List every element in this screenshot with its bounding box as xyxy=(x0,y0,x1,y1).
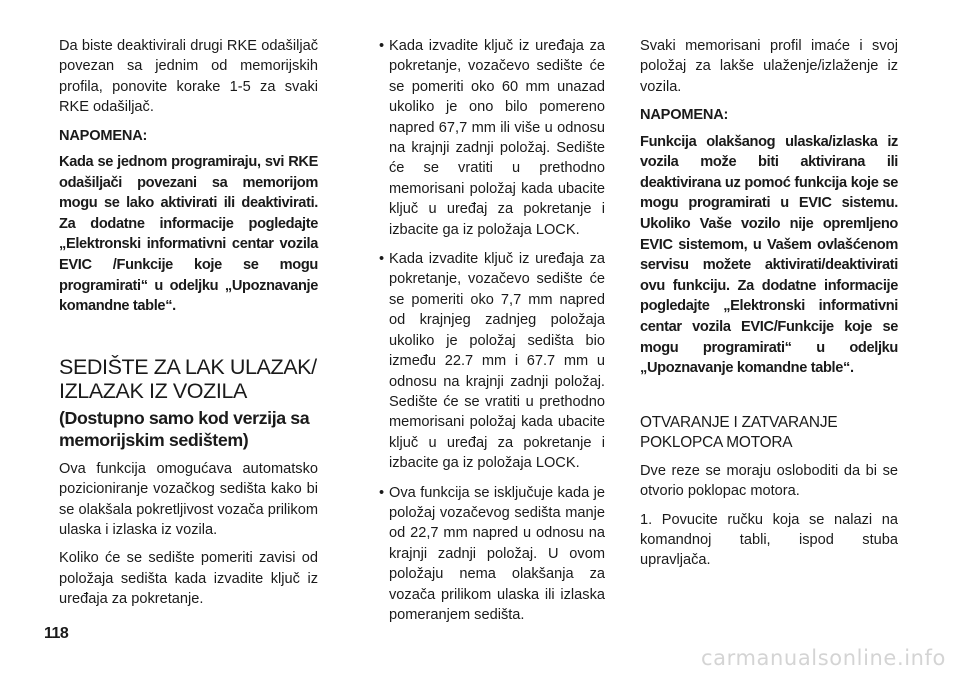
list-item-text: Ova funkcija se isključuje kada je položaj vozačevog sedišta manje od 22,7 mm napred u odnosu na krajnji zadnji položaj. U ovom položaju nema olakšanja za vozača prilikom ulaska ili izlaska pomeranjem sedišta. xyxy=(389,484,605,623)
intro-paragraph: Da biste deaktivirali drugi RKE odašiljač povezan sa jednim od memorijskih profila, ponovite korake 1-5 za svaki RKE odašiljač. xyxy=(59,38,318,116)
list-item-text: Kada izvadite ključ iz uređaja za pokretanje, vozačevo sedište će se pomeriti oko 7,7 mm napred od krajnjeg zadnjeg položaja ukoliko je položaj sedišta bio između 22.7 mm i 67.7 mm u odnosu na krajnji zadnji položaj. Sedište će se vratiti u prethodno memorisani položaj kada ubacite ključ u uređaj za pokretanje i izbacite ga iz položaja LOCK. xyxy=(389,251,605,472)
middle-column xyxy=(349,36,605,634)
note-title: NAPOMENA: xyxy=(640,107,729,124)
note-body: Funkcija olakšanog ulaska/izlaska iz vozila može biti aktivirana ili deaktivirana uz pomoć funkcija koje se mogu programirati u EVIC sistemu. Ukoliko Vaše vozilo nije opremljeno EVIC sistemom, u Vašem ovlašćenom servisu možete aktivirati/deaktivirati ovu funkciju. Za dodatne informacije pogledajte „Elektronski informativni centar vozila EVIC/Funkcije koje se mogu programirati“ u odeljku „Upoznavanje komandne table“. xyxy=(640,133,898,377)
list-item xyxy=(349,249,605,473)
section-title: SEDIŠTE ZA LAK ULAZAK/ IZLAZAK IZ VOZILA xyxy=(59,354,317,403)
bullet-icon: • xyxy=(379,38,385,54)
subsection-title: OTVARANJE I ZATVARANJE POKLOPCA MOTORA xyxy=(640,413,838,451)
bullet-icon: • xyxy=(379,251,385,268)
right-column xyxy=(640,36,898,579)
bullet-list xyxy=(349,36,605,625)
note-body: Kada se jednom programiraju, svi RKE odašiljači povezani sa memorijom mogu se lako aktivirati ili deaktivirati. Za dodatne informacije pogledajte „Elektronski informativni centar vozila EVIC /Funkcije koje se mogu programirati“ u odeljku „Upoznavanje komandne table“. xyxy=(59,154,318,315)
list-item-text: Kada izvadite ključ iz uređaja za pokretanje, vozačevo sedište će se pomeriti oko 60 mm unazad ukoliko je ono bilo pomereno napred 67,7 mm ili više u odnosu na krajnji zadnji položaj. Sedište će se vratiti u prethodno memorisani položaj kada ubacite ključ u uređaj za pokretanje i izbacite ga iz položaja LOCK. xyxy=(389,38,605,238)
note-title: NAPOMENA: xyxy=(59,127,148,144)
body-paragraph: Dve reze se moraju osloboditi da bi se otvorio poklopac motora. xyxy=(640,462,898,500)
section-subtitle: (Dostupno samo kod verzija sa memorijskim sedištem) xyxy=(59,407,310,450)
body-paragraph: Ova funkcija omogućava automatsko pozicioniranje vozačkog sedišta kako bi se olakšala pokretljivost vozača prilikom ulaska i izlaska iz vozila. xyxy=(59,460,318,538)
body-paragraph: 1. Povucite ručku koja se nalazi na komandnoj tabli, ispod stuba upravljača. xyxy=(640,511,898,569)
left-column xyxy=(59,36,318,618)
body-paragraph: Koliko će se sedište pomeriti zavisi od položaja sedišta kada izvadite ključ iz uređaja za pokretanje. xyxy=(59,550,318,608)
list-item xyxy=(349,483,605,626)
intro-paragraph: Svaki memorisani profil imaće i svoj položaj za lakše ulaženje/izlaženje iz vozila. xyxy=(640,38,898,95)
watermark: carmanualsonline.info xyxy=(701,646,946,670)
bullet-icon: • xyxy=(379,484,385,501)
list-item xyxy=(349,36,605,240)
page-number: 118 xyxy=(44,625,69,642)
